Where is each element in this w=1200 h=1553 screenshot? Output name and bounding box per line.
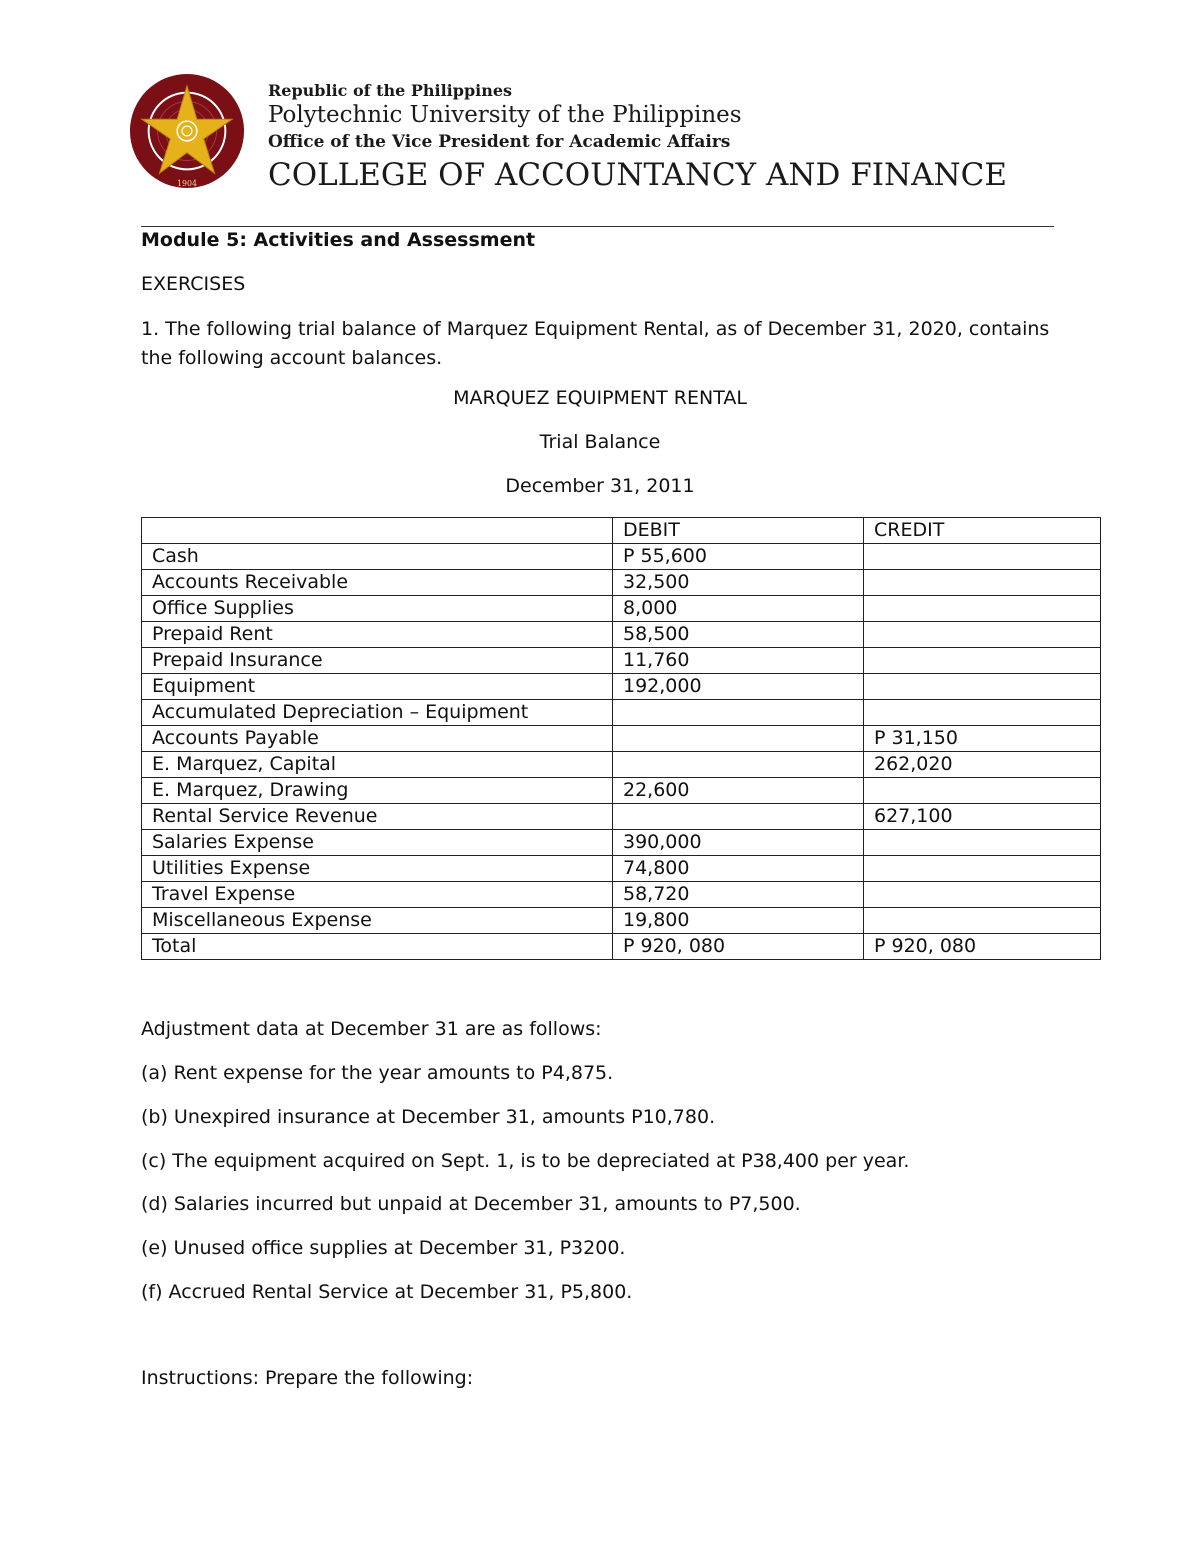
debit-cell: 58,500 (613, 622, 864, 648)
credit-cell (864, 908, 1101, 934)
credit-cell (864, 882, 1101, 908)
trial-balance-table (141, 517, 1101, 960)
credit-cell (864, 830, 1101, 856)
debit-cell (613, 804, 864, 830)
debit-cell: P 920, 080 (613, 934, 864, 960)
debit-cell: 22,600 (613, 778, 864, 804)
account-cell: Prepaid Insurance (142, 648, 613, 674)
debit-cell: 74,800 (613, 856, 864, 882)
table-row (142, 908, 1101, 934)
account-cell: Cash (142, 544, 613, 570)
table-row (142, 752, 1101, 778)
account-cell: Accounts Payable (142, 726, 613, 752)
account-cell: E. Marquez, Capital (142, 752, 613, 778)
exercise-intro: 1. The following trial balance of Marquez Equipment Rental, as of December 31, 2020, contains the following account balances. (141, 318, 1050, 369)
statement-date: December 31, 2011 (505, 475, 695, 497)
account-cell: Accumulated Depreciation – Equipment (142, 700, 613, 726)
credit-cell: 627,100 (864, 804, 1101, 830)
debit-cell: P 55,600 (613, 544, 864, 570)
account-cell: Accounts Receivable (142, 570, 613, 596)
table-row (142, 596, 1101, 622)
adjustment-item: (b) Unexpired insurance at December 31, amounts P10,780. (141, 1106, 716, 1128)
statement-name: Trial Balance (539, 431, 661, 453)
university-seal-logo (128, 72, 246, 190)
account-cell: Utilities Expense (142, 856, 613, 882)
republic-heading: Republic of the Philippines (268, 81, 513, 100)
company-name: MARQUEZ EQUIPMENT RENTAL (453, 387, 747, 409)
account-cell: E. Marquez, Drawing (142, 778, 613, 804)
debit-cell (613, 700, 864, 726)
account-cell: Rental Service Revenue (142, 804, 613, 830)
debit-cell: 192,000 (613, 674, 864, 700)
account-cell: Miscellaneous Expense (142, 908, 613, 934)
table-row (142, 648, 1101, 674)
office-name: Office of the Vice President for Academic Affairs (268, 132, 731, 152)
table-row (142, 700, 1101, 726)
section-label: EXERCISES (141, 273, 246, 295)
adjustment-item: (c) The equipment acquired on Sept. 1, is to be depreciated at P38,400 per year. (141, 1150, 910, 1172)
debit-cell (613, 752, 864, 778)
table-row (142, 622, 1101, 648)
table-header-cell: CREDIT (864, 518, 1101, 544)
table-header-row (142, 518, 1101, 544)
credit-cell: 262,020 (864, 752, 1101, 778)
credit-cell (864, 700, 1101, 726)
debit-cell: 11,760 (613, 648, 864, 674)
credit-cell (864, 856, 1101, 882)
table-row (142, 570, 1101, 596)
college-name: COLLEGE OF ACCOUNTANCY AND FINANCE (268, 157, 1007, 193)
table-header-cell: DEBIT (613, 518, 864, 544)
adjustments-title: Adjustment data at December 31 are as follows: (141, 1018, 602, 1040)
credit-cell: P 31,150 (864, 726, 1101, 752)
credit-cell (864, 648, 1101, 674)
account-cell: Total (142, 934, 613, 960)
table-row (142, 804, 1101, 830)
seal-year: 1904 (176, 179, 198, 189)
table-row (142, 544, 1101, 570)
account-cell: Prepaid Rent (142, 622, 613, 648)
module-title: Module 5: Activities and Assessment (141, 229, 536, 251)
debit-cell: 58,720 (613, 882, 864, 908)
debit-cell: 8,000 (613, 596, 864, 622)
table-header-cell (142, 518, 613, 544)
credit-cell (864, 674, 1101, 700)
debit-cell: 32,500 (613, 570, 864, 596)
credit-cell (864, 544, 1101, 570)
credit-cell (864, 778, 1101, 804)
credit-cell (864, 570, 1101, 596)
debit-cell: 390,000 (613, 830, 864, 856)
adjustment-item: (f) Accrued Rental Service at December 31, P5,800. (141, 1281, 633, 1303)
adjustment-item: (a) Rent expense for the year amounts to P4,875. (141, 1062, 614, 1084)
adjustment-item: (e) Unused office supplies at December 31, P3200. (141, 1237, 626, 1259)
debit-cell (613, 726, 864, 752)
table-row (142, 778, 1101, 804)
adjustment-item: (d) Salaries incurred but unpaid at December 31, amounts to P7,500. (141, 1193, 801, 1215)
instructions: Instructions: Prepare the following: (141, 1367, 474, 1389)
account-cell: Office Supplies (142, 596, 613, 622)
account-cell: Salaries Expense (142, 830, 613, 856)
table-row (142, 882, 1101, 908)
table-row (142, 726, 1101, 752)
account-cell: Travel Expense (142, 882, 613, 908)
header-divider (141, 226, 1054, 227)
table-row (142, 856, 1101, 882)
credit-cell (864, 596, 1101, 622)
table-row (142, 830, 1101, 856)
table-row (142, 934, 1101, 960)
credit-cell: P 920, 080 (864, 934, 1101, 960)
table-row (142, 674, 1101, 700)
university-name: Polytechnic University of the Philippines (268, 102, 742, 128)
debit-cell: 19,800 (613, 908, 864, 934)
credit-cell (864, 622, 1101, 648)
account-cell: Equipment (142, 674, 613, 700)
